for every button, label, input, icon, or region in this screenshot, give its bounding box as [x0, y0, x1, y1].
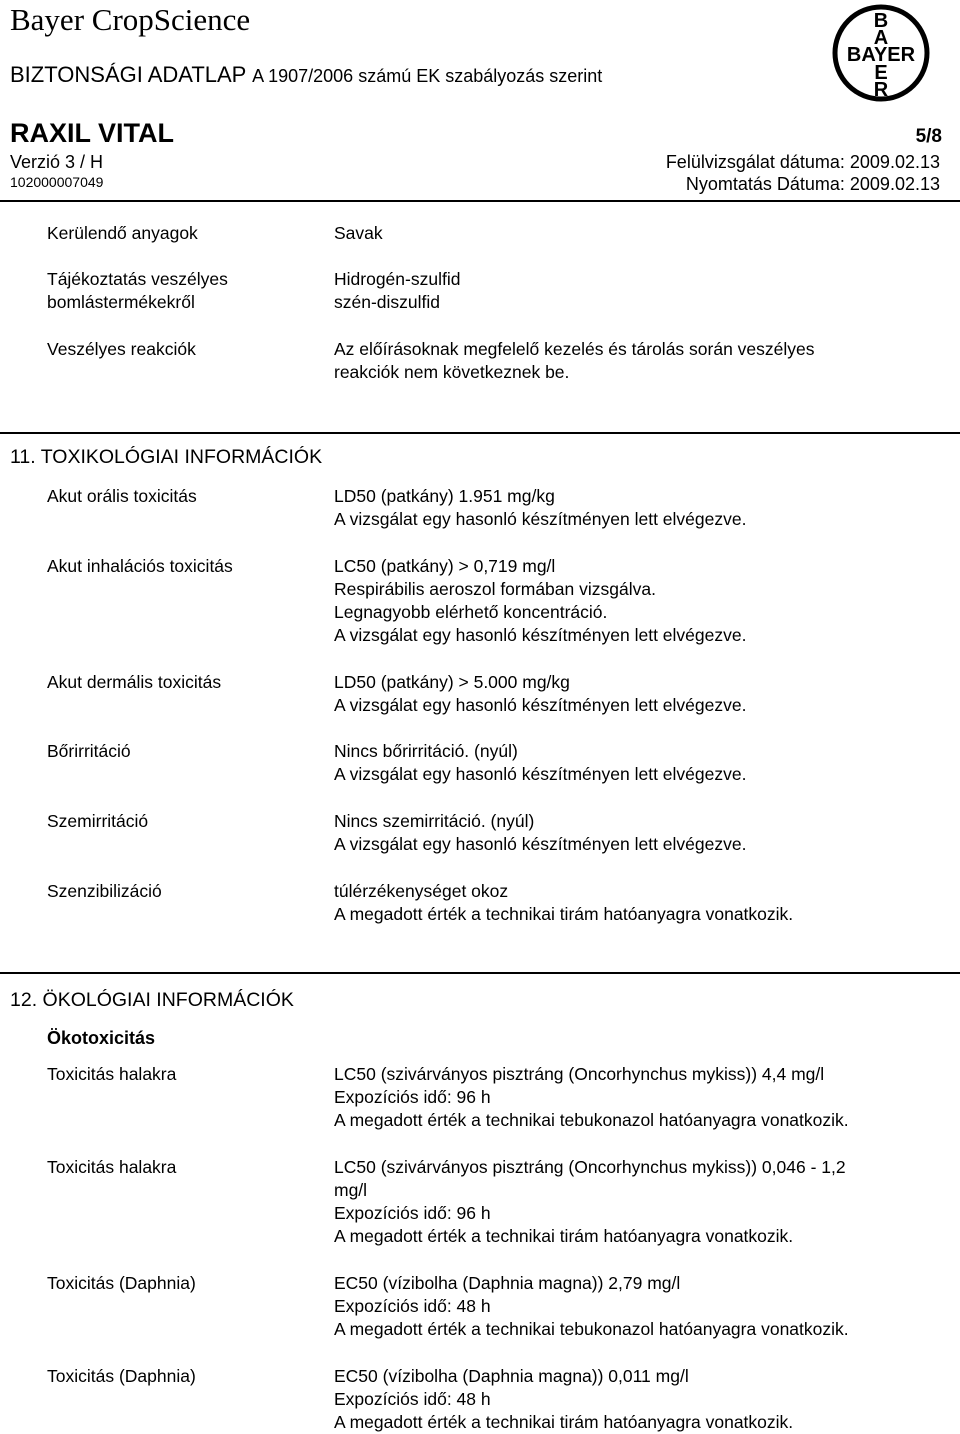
- field-value: [334, 268, 460, 314]
- regulation-note: A 1907/2006 számú EK szabályozás szerint: [252, 66, 603, 86]
- logo-letter: E: [874, 62, 888, 84]
- label-line: bomlástermékekről: [47, 292, 195, 312]
- revision-date: Felülvizsgálat dátuma: 2009.02.13: [665, 152, 940, 172]
- header-divider: [0, 200, 960, 202]
- value-line: LC50 (szivárványos pisztráng (Oncorhynchus mykiss)) 4,4 mg/l: [334, 1064, 825, 1084]
- value-line: A vizsgálat egy hasonló készítményen lett elvégezve.: [334, 764, 747, 784]
- value-line: LC50 (szivárványos pisztráng (Oncorhynchus mykiss)) 0,046 - 1,2: [334, 1157, 846, 1177]
- field-value: [334, 338, 815, 384]
- value-line: reakciók nem következnek be.: [334, 362, 570, 382]
- value-line: Expozíciós idő: 96 h: [334, 1203, 491, 1223]
- value-line: A megadott érték a technikai tirám hatóanyagra vonatkozik.: [334, 1412, 794, 1432]
- value-line: Legnagyobb elérhető koncentráció.: [334, 602, 608, 622]
- value-line: Expozíciós idő: 48 h: [334, 1296, 491, 1316]
- value-line: Expozíciós idő: 48 h: [334, 1389, 491, 1409]
- label-line: Kerülendő anyagok: [47, 223, 198, 243]
- value-line: A megadott érték a technikai tirám hatóanyagra vonatkozik.: [334, 1226, 794, 1246]
- field-label: Akut orális toxicitás: [47, 486, 197, 506]
- value-line: A vizsgálat egy hasonló készítményen lett elvégezve.: [334, 695, 747, 715]
- field-label: Toxicitás (Daphnia): [47, 1366, 196, 1386]
- field-label: [47, 222, 198, 245]
- value-line: mg/l: [334, 1180, 368, 1200]
- value-line: EC50 (vízibolha (Daphnia magna)) 2,79 mg/l: [334, 1273, 681, 1293]
- version: Verzió 3 / H: [10, 152, 104, 172]
- value-line: A megadott érték a technikai tebukonazol hatóanyagra vonatkozik.: [334, 1319, 849, 1339]
- value-line: LC50 (patkány) > 0,719 mg/l: [334, 556, 556, 576]
- print-date: Nyomtatás Dátuma: 2009.02.13: [685, 174, 940, 194]
- value-line: A vizsgálat egy hasonló készítményen lett elvégezve.: [334, 625, 747, 645]
- section-title: 12. ÖKOLÓGIAI INFORMÁCIÓK: [10, 989, 294, 1011]
- field-value: [334, 485, 746, 531]
- value-line: szén-diszulfid: [334, 292, 441, 312]
- logo-word: BAYER: [846, 44, 916, 66]
- document-code: 102000007049: [10, 174, 104, 190]
- logo-letter: B: [873, 10, 889, 32]
- value-line: Expozíciós idő: 96 h: [334, 1087, 491, 1107]
- subsection-title: Ökotoxicitás: [47, 1028, 156, 1048]
- product-name: RAXIL VITAL: [10, 118, 175, 148]
- value-line: A vizsgálat egy hasonló készítményen lett elvégezve.: [334, 834, 747, 854]
- section-divider: [0, 972, 960, 974]
- field-label: [47, 338, 196, 361]
- value-line: Savak: [334, 223, 383, 243]
- value-line: Az előírásoknak megfelelő kezelés és tárolás során veszélyes: [334, 339, 815, 359]
- label-line: Veszélyes reakciók: [47, 339, 196, 359]
- document-title: [10, 62, 602, 88]
- field-label: Toxicitás (Daphnia): [47, 1273, 196, 1293]
- field-label: Akut inhalációs toxicitás: [47, 556, 233, 576]
- value-line: A megadott érték a technikai tebukonazol hatóanyagra vonatkozik.: [334, 1110, 849, 1130]
- field-label: Toxicitás halakra: [47, 1157, 177, 1177]
- field-value: [334, 880, 793, 926]
- value-line: túlérzékenységet okoz: [334, 881, 509, 901]
- field-value: [334, 810, 746, 856]
- value-line: A vizsgálat egy hasonló készítményen lett elvégezve.: [334, 509, 747, 529]
- field-value: [334, 671, 746, 717]
- value-line: LD50 (patkány) > 5.000 mg/kg: [334, 672, 570, 692]
- value-line: Nincs bőrirritáció. (nyúl): [334, 741, 518, 761]
- section-divider: [0, 432, 960, 434]
- value-line: Hidrogén-szulfid: [334, 269, 461, 289]
- field-label: Szemirritáció: [47, 811, 149, 831]
- field-value: [334, 740, 746, 786]
- field-label: Szenzibilizáció: [47, 881, 162, 901]
- field-label: Bőrirritáció: [47, 741, 131, 761]
- value-line: A megadott érték a technikai tirám hatóanyagra vonatkozik.: [334, 904, 794, 924]
- field-value: [334, 555, 746, 647]
- field-label: Akut dermális toxicitás: [47, 672, 222, 692]
- logo-letter: A: [873, 27, 889, 49]
- document-type: BIZTONSÁGI ADATLAP: [10, 62, 246, 87]
- field-value: [334, 222, 383, 245]
- section-title: 11. TOXIKOLÓGIAI INFORMÁCIÓK: [10, 446, 323, 468]
- value-line: LD50 (patkány) 1.951 mg/kg: [334, 486, 555, 506]
- field-value: [334, 1063, 849, 1132]
- field-value: [334, 1365, 793, 1434]
- value-line: EC50 (vízibolha (Daphnia magna)) 0,011 mg/l: [334, 1366, 689, 1386]
- field-value: [334, 1272, 849, 1341]
- label-line: Tájékoztatás veszélyes: [47, 269, 228, 289]
- field-label: [47, 268, 228, 314]
- value-line: Nincs szemirritáció. (nyúl): [334, 811, 535, 831]
- page-number: 5/8: [915, 126, 942, 147]
- field-label: Toxicitás halakra: [47, 1064, 177, 1084]
- company-name: Bayer CropScience: [10, 2, 251, 37]
- field-value: [334, 1156, 846, 1248]
- value-line: Respirábilis aeroszol formában vizsgálva.: [334, 579, 656, 599]
- bayer-cross-logo: [828, 2, 934, 104]
- logo-letter: R: [873, 79, 889, 101]
